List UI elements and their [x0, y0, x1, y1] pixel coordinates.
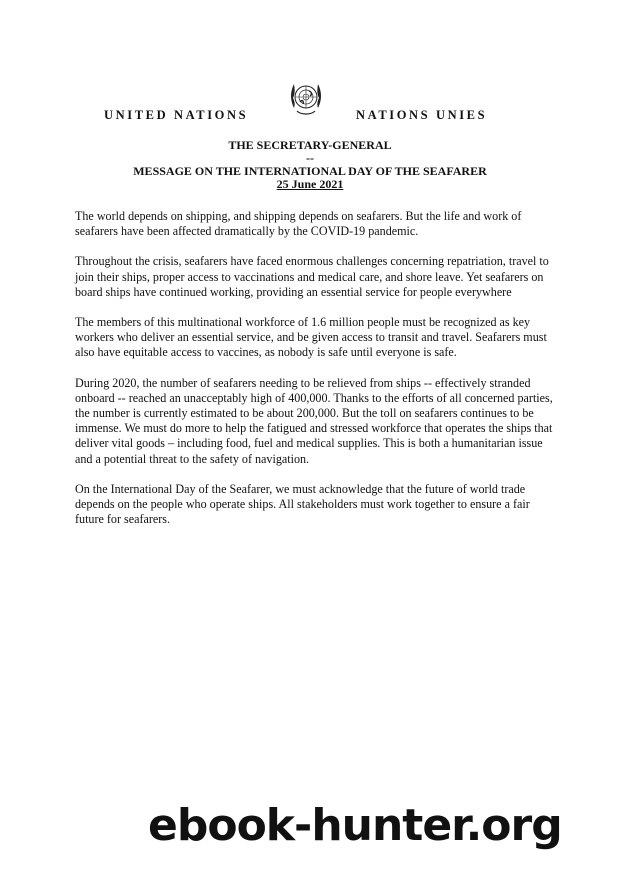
office-title: THE SECRETARY-GENERAL	[228, 138, 392, 152]
paragraph: The members of this multinational workforce of 1.6 million people must be recognized as key workers who deliver an essential service, and be given access to transit and travel. Seafarers must also have equitable access to vaccines, as nobody is safe until everyone is safe.	[75, 315, 547, 360]
paragraph: The world depends on shipping, and shipping depends on seafarers. But the life and work of seafarers have been affected dramatically by the COVID-19 pandemic.	[75, 209, 522, 239]
message-heading	[0, 139, 620, 191]
heading-separator: --	[306, 151, 314, 165]
letterhead	[0, 78, 620, 128]
message-date: 25 June 2021	[276, 177, 344, 191]
un-emblem-icon	[285, 78, 327, 120]
message-body	[75, 209, 555, 542]
paragraph: Throughout the crisis, seafarers have faced enormous challenges concerning repatriation, travel to join their ships, proper access to vaccinations and medical care, and shore leave. Yet seafarers on board ships have continued working, providing an essential service for people everywhere	[75, 254, 549, 299]
paragraph: On the International Day of the Seafarer, we must acknowledge that the future of world trade depends on the people who operate ships. All stakeholders must work together to ensure a fair future for seafarers.	[75, 481, 530, 527]
org-name-english: UNITED NATIONS	[104, 108, 249, 122]
paragraph: During 2020, the number of seafarers needing to be relieved from ships -- effectively stranded onboard -- reached an unacceptably high of 400,000. Thanks to the efforts of all concerned parties, the number is currently estimated to be about 200,000. But the toll on seafarers continues to be immense. We must do more to help the fatigued and stressed workforce that operates the ships that deliver vital goods – including food, fuel and medical supplies. This is both a humanitarian issue and a potential threat to the safety of navigation.	[75, 375, 553, 466]
watermark: ebook-hunter.org	[148, 800, 562, 851]
org-name-french: NATIONS UNIES	[356, 108, 488, 122]
message-title: MESSAGE ON THE INTERNATIONAL DAY OF THE SEAFARER	[133, 164, 487, 178]
